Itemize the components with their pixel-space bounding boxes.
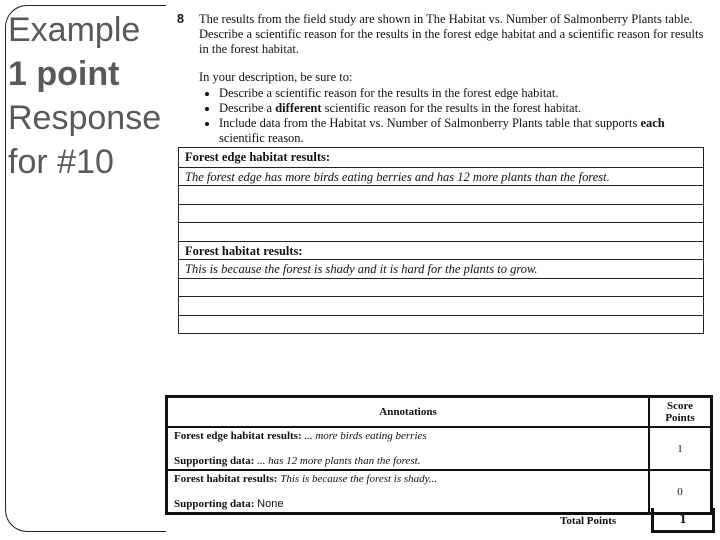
title-line: Example (8, 11, 141, 49)
title-line-bold: 1 point (8, 55, 120, 93)
annotation-text: ... has 12 more plants than the forest. (257, 455, 421, 467)
title-line: for #10 (8, 143, 114, 181)
total-points-value: 1 (651, 508, 715, 533)
annotations-header: Annotations (167, 397, 650, 428)
blank-line (179, 222, 703, 241)
forest-answer: This is because the forest is shady and it is hard for the plants to grow. (179, 259, 703, 278)
requirement-item: • Include data from the Habitat vs. Number of Salmonberry Plants table that supports each scientific reason. (219, 116, 708, 146)
blank-line (179, 204, 703, 223)
table-row (167, 427, 712, 470)
question-text: The results from the field study are shown in The Habitat vs. Number of Salmonberry Plants table. Describe a scientific reason for the results in the forest edge habitat and a scientific reason for results in the forest habitat. (199, 12, 704, 56)
requirements-list (199, 86, 708, 146)
annotation-label: Supporting data: (174, 498, 255, 510)
blank-line (179, 296, 703, 315)
blank-line (179, 185, 703, 204)
question-number: 8 (177, 12, 184, 26)
annotation-text: None (257, 498, 284, 510)
score-value: 1 (649, 427, 712, 470)
edge-header: Forest edge habitat results: (185, 150, 331, 164)
forest-header: Forest habitat results: (179, 241, 703, 260)
edge-answer: The forest edge has more birds eating berries and has 12 more plants than the forest. (179, 167, 703, 186)
score-header: Score Points (649, 397, 712, 428)
total-points-label: Total Points (560, 515, 617, 527)
score-value: 0 (649, 470, 712, 514)
table-row (167, 470, 712, 514)
annotation-label: Forest edge habitat results: (174, 430, 302, 442)
question (178, 12, 708, 146)
annotation-text: ... more birds eating berries (304, 430, 427, 442)
annotation-label: Forest habitat results: (174, 473, 278, 485)
requirement-item: • Describe a different scientific reason for the results in the forest habitat. (219, 101, 708, 116)
title-line: Response (8, 99, 162, 137)
annotation-text: This is because the forest is shady... (280, 473, 438, 485)
slide-title (8, 8, 161, 184)
blank-line (179, 315, 703, 334)
annotation-label: Supporting data: (174, 455, 255, 467)
blank-line (179, 278, 703, 297)
response-box (178, 147, 704, 334)
description-intro: In your description, be sure to: (199, 70, 353, 84)
requirement-item: • Describe a scientific reason for the results in the forest edge habitat. (219, 86, 708, 101)
annotations-table (165, 395, 713, 515)
